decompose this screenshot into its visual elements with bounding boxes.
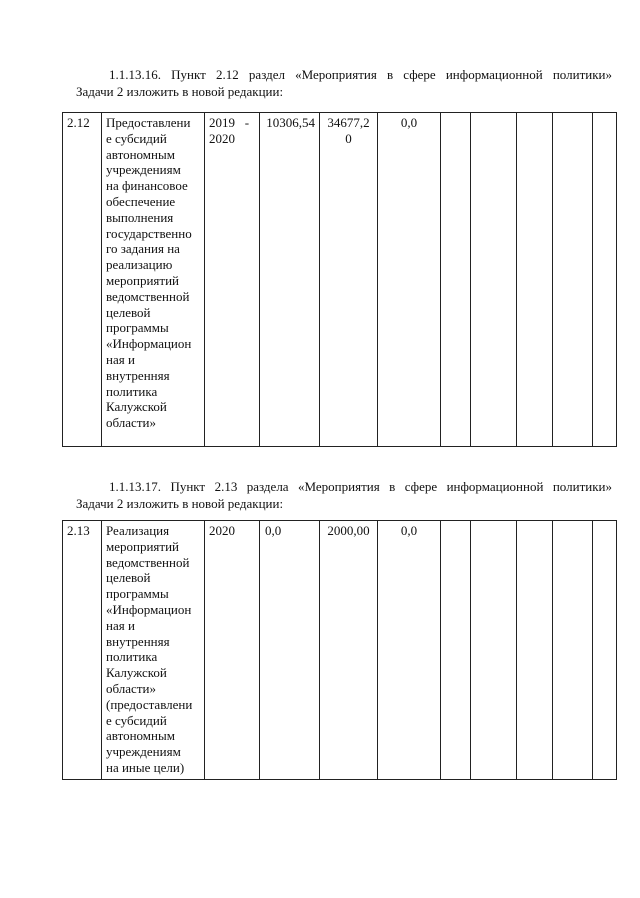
- section-1-heading-line1: 1.1.13.16. Пункт 2.12 раздел «Мероприятия в сфере информационной политики»: [109, 67, 612, 82]
- name-line: Калужской: [106, 665, 167, 681]
- row-number-cell: [63, 521, 102, 780]
- empty-cell: [517, 113, 553, 447]
- name-line: мероприятий: [106, 272, 179, 288]
- name-line: государственно: [106, 225, 192, 241]
- value-3: 0,0: [400, 523, 418, 538]
- row-number: 2.12: [67, 115, 90, 130]
- period: 2020: [209, 523, 235, 538]
- name-line: внутренняя: [106, 633, 170, 649]
- period-line: 2019 -: [209, 115, 250, 130]
- name-line: Предоставлени: [106, 115, 191, 130]
- period-cell: [205, 521, 260, 780]
- name-line: Реализация: [106, 523, 170, 538]
- empty-cell: [471, 113, 517, 447]
- name-line: учреждениям: [106, 162, 181, 178]
- row-name-cell: [102, 113, 205, 447]
- name-line: учреждениям: [106, 744, 181, 760]
- name-line: мероприятий: [106, 538, 179, 554]
- empty-cell: [553, 113, 593, 447]
- name-line: внутренняя: [106, 367, 170, 383]
- name-line: ведомственной: [106, 288, 190, 304]
- name-line: программы: [106, 320, 169, 336]
- name-line: политика: [106, 649, 158, 665]
- name-line: программы: [106, 586, 169, 602]
- value-1: 10306,54: [266, 115, 315, 130]
- name-line: обеспечение: [106, 193, 176, 209]
- table-row: [63, 521, 617, 780]
- empty-cell: [553, 521, 593, 780]
- name-line: «Информацион: [106, 336, 192, 352]
- name-line: ная и: [106, 351, 135, 367]
- name-line: области»: [106, 680, 156, 696]
- name-line: автономным: [106, 146, 175, 162]
- name-line: реализацию: [106, 257, 173, 273]
- period-cell: [205, 113, 260, 447]
- table-2-12: [62, 112, 617, 447]
- table-row: [63, 113, 617, 447]
- value-1-cell: [260, 521, 320, 780]
- name-line: (предоставлени: [106, 696, 193, 712]
- value-2-line: 0: [345, 130, 352, 146]
- name-line: целевой: [106, 570, 151, 586]
- name-line: автономным: [106, 728, 175, 744]
- name-line: политика: [106, 383, 158, 399]
- row-number-cell: [63, 113, 102, 447]
- value-2-cell: [320, 113, 378, 447]
- name-line: области»: [106, 415, 156, 431]
- empty-cell: [593, 113, 617, 447]
- name-line: ведомственной: [106, 554, 190, 570]
- name-line: го задания на: [106, 241, 180, 257]
- name-line: «Информацион: [106, 601, 192, 617]
- name-line: е субсидий: [106, 712, 167, 728]
- empty-cell: [441, 521, 471, 780]
- empty-cell: [517, 521, 553, 780]
- value-3-cell: [378, 113, 441, 447]
- name-line: ная и: [106, 617, 135, 633]
- value-1: 0,0: [265, 523, 282, 538]
- name-line: на финансовое: [106, 178, 188, 194]
- section-1-heading-line2: Задачи 2 изложить в новой редакции:: [76, 84, 284, 99]
- name-line: выполнения: [106, 209, 174, 225]
- value-3-cell: [378, 521, 441, 780]
- row-name-cell: [102, 521, 205, 780]
- name-line: е субсидий: [106, 130, 167, 146]
- empty-cell: [593, 521, 617, 780]
- section-2-heading-line1: 1.1.13.17. Пункт 2.13 раздела «Мероприятия в сфере информационной политики»: [109, 479, 612, 494]
- section-2-heading: [76, 478, 612, 512]
- value-1-cell: [260, 113, 320, 447]
- name-line: Калужской: [106, 399, 167, 415]
- name-line: целевой: [106, 304, 151, 320]
- table-2-13: [62, 520, 617, 780]
- name-line: на иные цели): [106, 759, 185, 775]
- section-1-heading: [76, 66, 612, 100]
- empty-cell: [441, 113, 471, 447]
- empty-cell: [471, 521, 517, 780]
- period-line: 2020: [209, 130, 235, 146]
- row-number: 2.13: [67, 523, 90, 538]
- value-2-line: 34677,2: [327, 115, 370, 130]
- value-3: 0,0: [400, 115, 418, 130]
- value-2-cell: [320, 521, 378, 780]
- value-2: 2000,00: [327, 523, 370, 538]
- section-2-heading-line2: Задачи 2 изложить в новой редакции:: [76, 496, 284, 511]
